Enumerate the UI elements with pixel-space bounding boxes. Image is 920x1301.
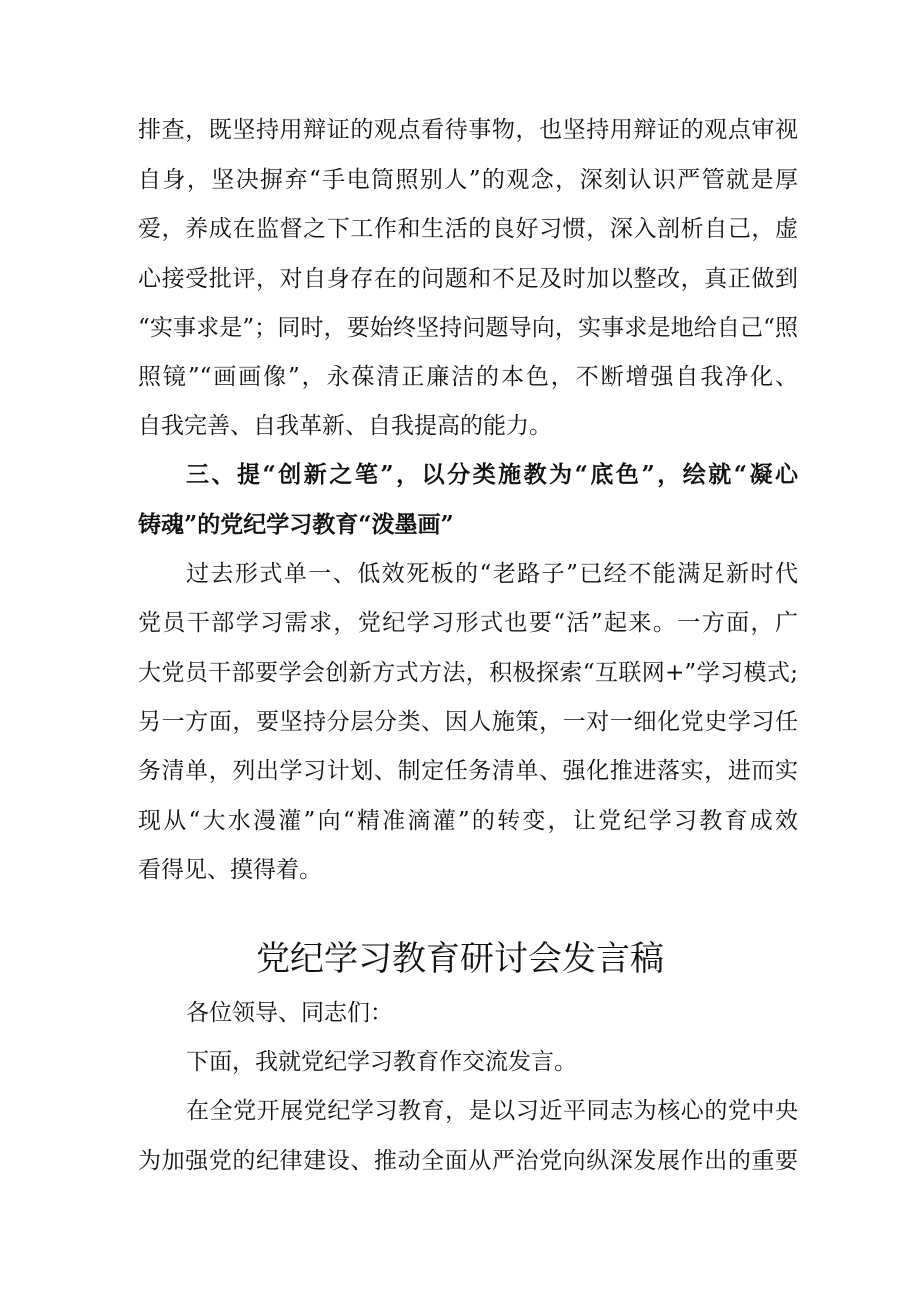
paragraph-line: 党员干部学习需求，党纪学习形式也要“活”起来。一方面，广 bbox=[138, 610, 798, 636]
paragraph-line: 照镜”“画画像”，永葆清正廉洁的本色，不断增强自我净化、 bbox=[138, 364, 798, 390]
paragraph-line: 排查，既坚持用辩证的观点看待事物，也坚持用辩证的观点审视 bbox=[138, 117, 798, 143]
paragraph-line: 过去形式单一、低效死板的“老路子”已经不能满足新时代 bbox=[186, 561, 798, 587]
intro-paragraph: 下面，我就党纪学习教育作交流发言。 bbox=[186, 1049, 577, 1075]
paragraph-line: 爱，养成在监督之下工作和生活的良好习惯，深入剖析自己，虚 bbox=[138, 216, 798, 242]
paragraph-line: 看得见、摸得着。 bbox=[138, 857, 322, 883]
paragraph-line: 心接受批评，对自身存在的问题和不足及时加以整改，真正做到 bbox=[138, 266, 798, 292]
page-title: 党纪学习教育研讨会发言稿 bbox=[256, 939, 664, 979]
paragraph-line: 自身，坚决摒弃“手电筒照别人”的观念，深刻认识严管就是厚 bbox=[138, 167, 798, 193]
paragraph-line: 大党员干部要学会创新方式方法，积极探索“互联网+”学习模式; bbox=[138, 660, 798, 686]
paragraph-line: 自我完善、自我革新、自我提高的能力。 bbox=[138, 413, 552, 439]
paragraph-line: 务清单，列出学习计划、制定任务清单、强化推进落实，进而实 bbox=[138, 758, 798, 784]
paragraph-line: “实事求是”；同时，要始终坚持问题导向，实事求是地给自己“照 bbox=[138, 315, 798, 341]
section-heading: 铸魂”的党纪学习教育“泼墨画” bbox=[138, 511, 454, 538]
paragraph-line: 另一方面，要坚持分层分类、因人施策，一对一细化党史学习任 bbox=[138, 709, 798, 735]
section-heading: 三、提“创新之笔”，以分类施教为“底色”，绘就“凝心 bbox=[186, 461, 798, 488]
paragraph-line: 为加强党的纪律建设、推动全面从严治党向纵深发展作出的重要 bbox=[138, 1148, 798, 1174]
paragraph-line: 在全党开展党纪学习教育，是以习近平同志为核心的党中央 bbox=[186, 1098, 798, 1124]
paragraph-line: 现从“大水漫灌”向“精准滴灌”的转变，让党纪学习教育成效 bbox=[138, 808, 798, 834]
greeting: 各位领导、同志们： bbox=[186, 1000, 393, 1026]
